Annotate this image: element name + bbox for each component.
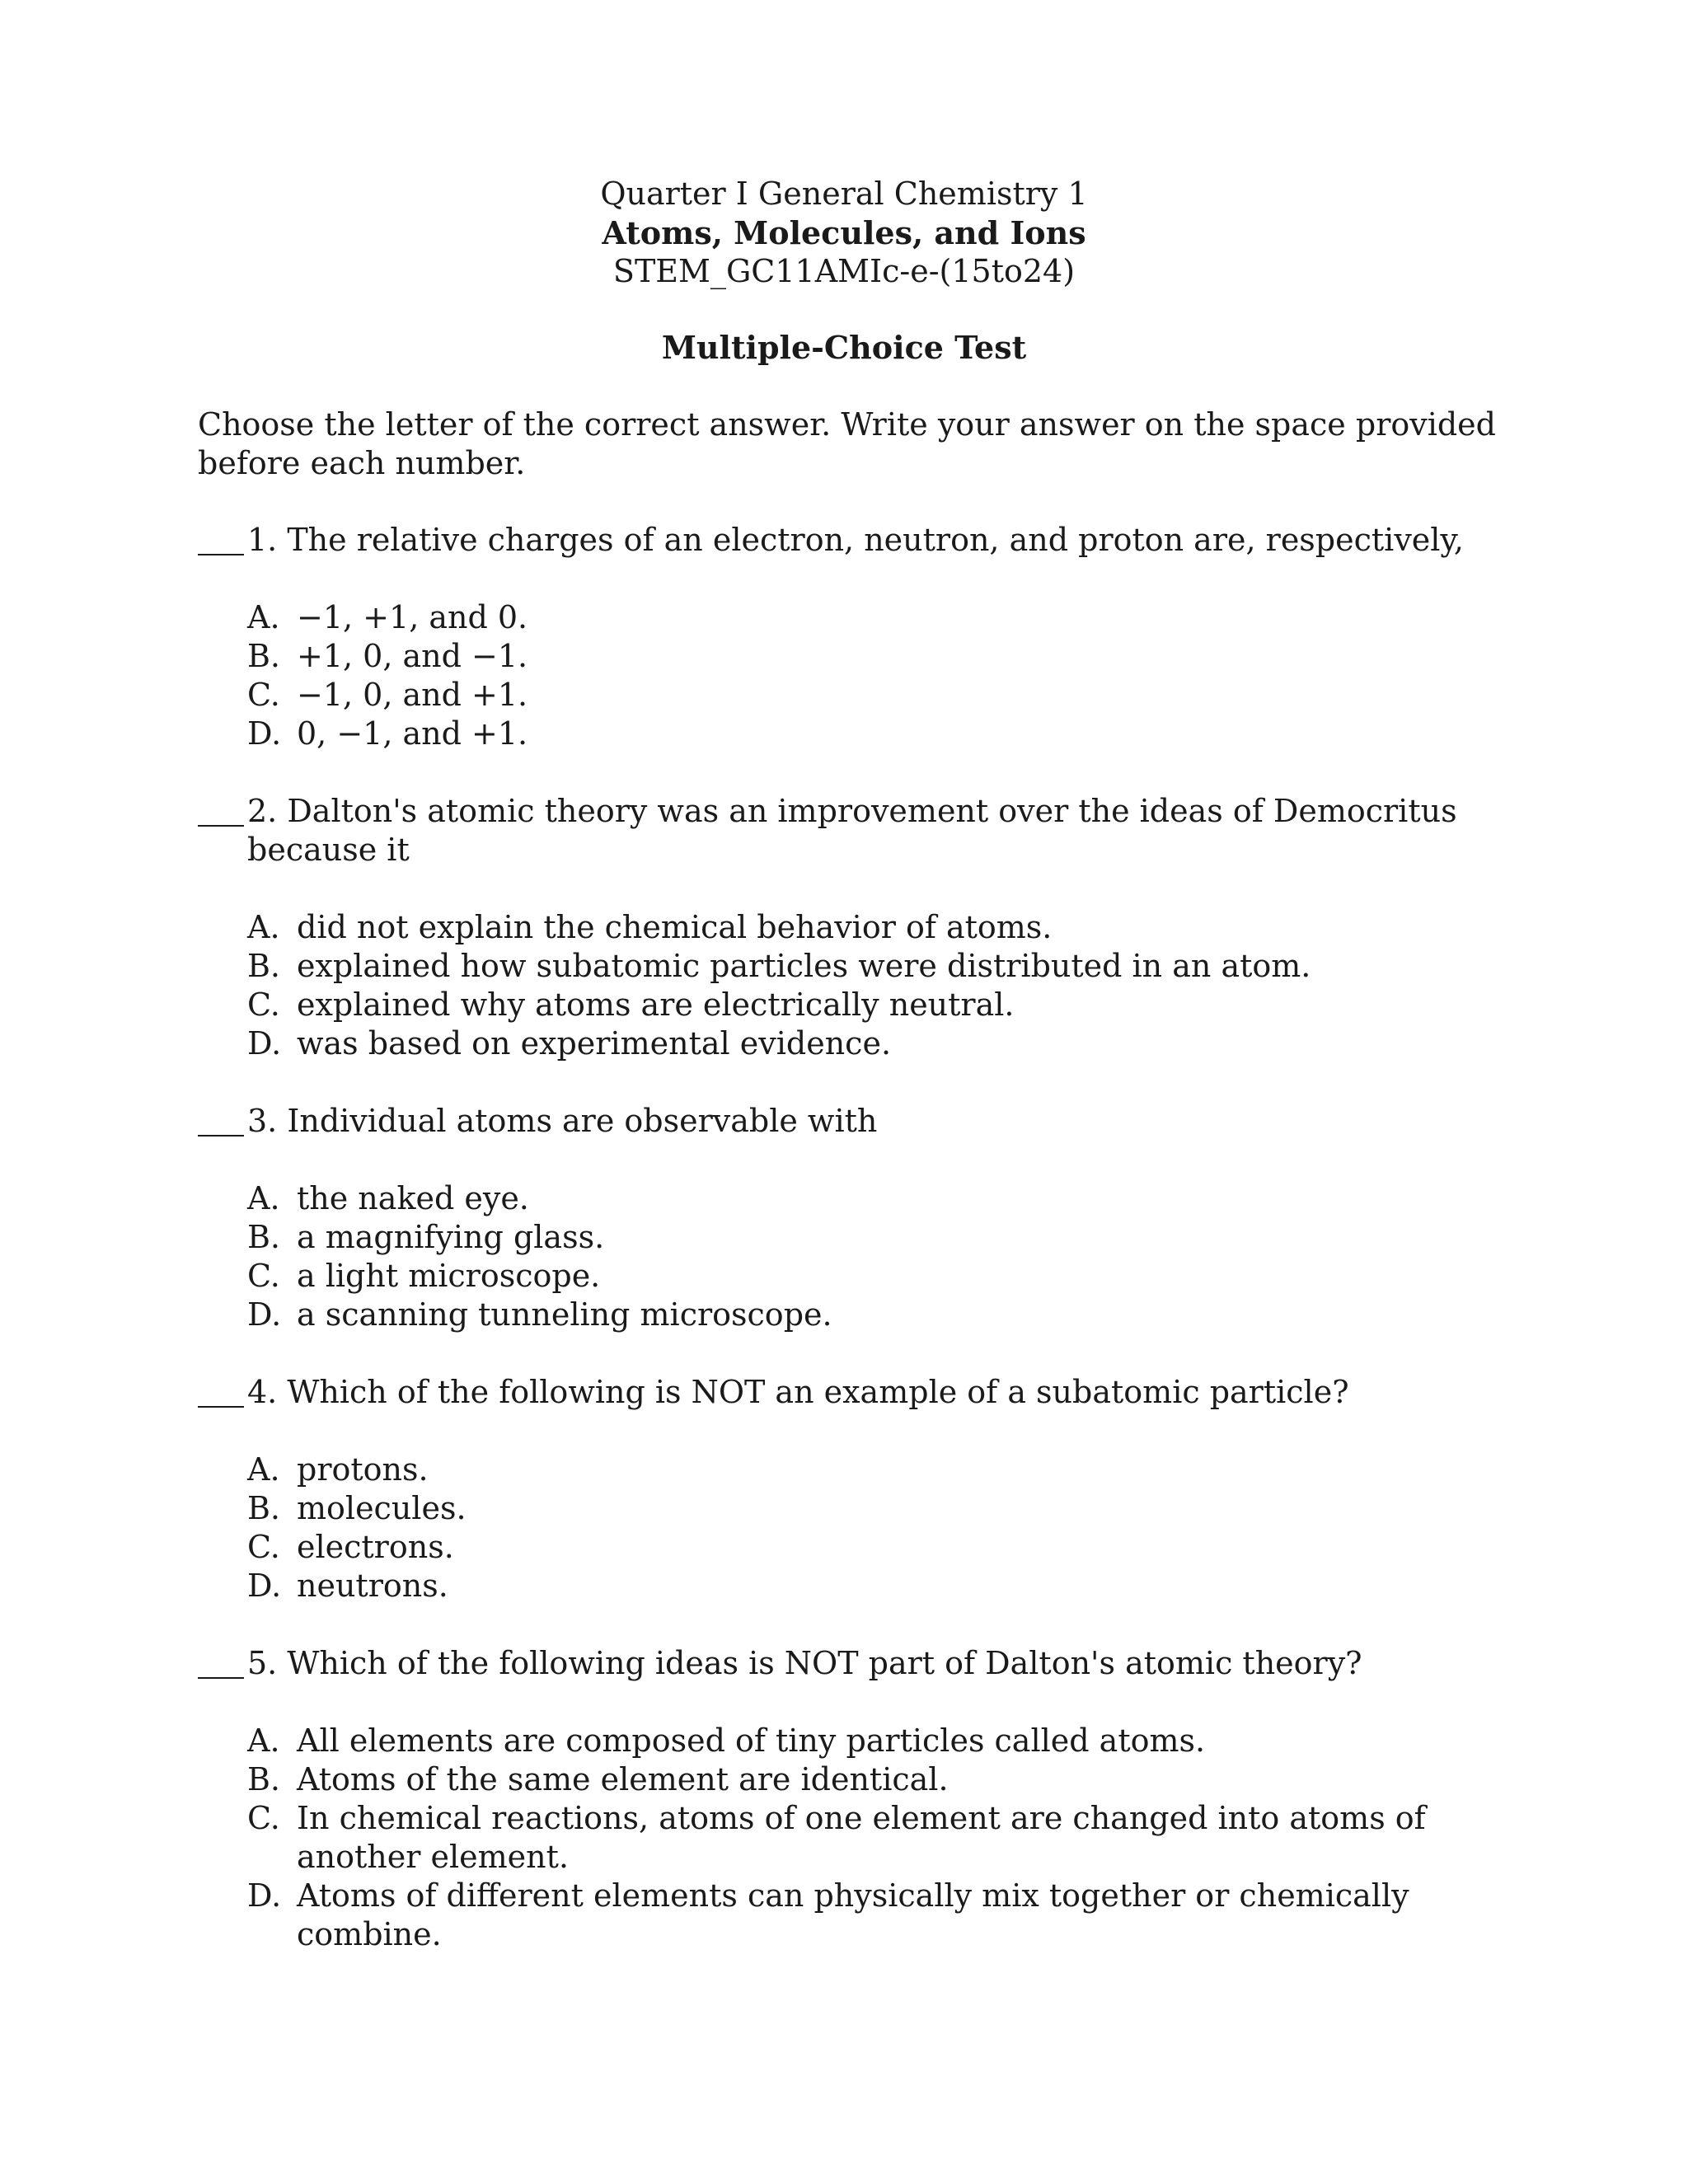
option-letter: A. xyxy=(247,1180,280,1216)
option-text: explained how subatomic particles were distributed in an atom. xyxy=(297,948,1311,984)
option-letter: D. xyxy=(247,1568,282,1604)
option-letter: B. xyxy=(247,638,281,674)
option-letter: A. xyxy=(247,1451,280,1488)
answer-blank[interactable] xyxy=(198,1102,244,1137)
option-letter: C. xyxy=(247,1529,280,1565)
option-b xyxy=(247,1218,1550,1257)
option-text: −1, +1, and 0. xyxy=(297,599,528,635)
option-a xyxy=(247,1451,1550,1489)
option-a xyxy=(247,908,1550,947)
option-letter: A. xyxy=(247,909,280,945)
option-b xyxy=(247,1489,1550,1528)
question-text: 1. The relative charges of an electron, neutron, and proton are, respectively, xyxy=(247,522,1464,558)
option-b xyxy=(247,947,1550,986)
option-d xyxy=(247,1877,1550,1954)
option-text: explained why atoms are electrically neutral. xyxy=(297,987,1015,1023)
option-list xyxy=(247,598,1550,753)
option-text: Atoms of the same element are identical. xyxy=(297,1761,949,1797)
option-list xyxy=(247,908,1550,1063)
answer-blank[interactable] xyxy=(198,1373,244,1408)
option-c xyxy=(247,1528,1550,1567)
option-a xyxy=(247,1722,1550,1760)
option-list xyxy=(247,1451,1550,1605)
option-list xyxy=(247,1179,1550,1334)
option-letter: B. xyxy=(247,1761,281,1797)
option-list xyxy=(247,1722,1550,1954)
question-text: 4. Which of the following is NOT an example of a subatomic particle? xyxy=(247,1374,1349,1410)
option-text: +1, 0, and −1. xyxy=(297,638,528,674)
option-letter: C. xyxy=(247,1258,280,1294)
topic-title: Atoms, Molecules, and Ions xyxy=(602,214,1086,251)
option-text: a light microscope. xyxy=(297,1258,601,1294)
question-text: 3. Individual atoms are observable with xyxy=(247,1103,878,1139)
answer-blank[interactable] xyxy=(198,792,244,827)
option-letter: B. xyxy=(247,1490,281,1526)
question-text: 2. Dalton's atomic theory was an improvement over the ideas of Democritus because it xyxy=(247,793,1457,868)
answer-blank[interactable] xyxy=(198,521,244,555)
option-text: −1, 0, and +1. xyxy=(297,677,528,713)
option-letter: D. xyxy=(247,1877,282,1914)
course-title: Quarter I General Chemistry 1 xyxy=(600,176,1088,212)
option-b xyxy=(247,637,1550,676)
option-letter: A. xyxy=(247,1722,280,1759)
option-text: protons. xyxy=(297,1451,429,1488)
option-letter: B. xyxy=(247,948,281,984)
option-letter: D. xyxy=(247,1025,282,1062)
option-text: neutrons. xyxy=(297,1568,448,1604)
question-text: 5. Which of the following ideas is NOT part of Dalton's atomic theory? xyxy=(247,1645,1362,1681)
answer-blank[interactable] xyxy=(198,1644,244,1679)
test-title: Multiple-Choice Test xyxy=(661,329,1027,366)
option-c xyxy=(247,676,1550,715)
question-stem xyxy=(198,1644,1550,1683)
question-2 xyxy=(198,792,1550,1063)
document-header xyxy=(0,175,1688,291)
option-text: Atoms of different elements can physically mix together or chemically combine. xyxy=(297,1877,1409,1952)
question-3 xyxy=(198,1102,1550,1334)
option-a xyxy=(247,598,1550,637)
competency-code: STEM_GC11AMIc-e-(15to24) xyxy=(612,253,1076,289)
question-1 xyxy=(198,521,1550,753)
question-stem xyxy=(198,1373,1550,1412)
option-d xyxy=(247,1567,1550,1605)
option-c xyxy=(247,986,1550,1024)
option-text: In chemical reactions, atoms of one element are changed into atoms of another element. xyxy=(297,1800,1426,1875)
question-stem xyxy=(198,1102,1550,1141)
option-letter: C. xyxy=(247,1800,280,1836)
option-letter: B. xyxy=(247,1219,281,1255)
option-b xyxy=(247,1760,1550,1799)
question-5 xyxy=(198,1644,1550,1954)
option-d xyxy=(247,715,1550,753)
option-letter: D. xyxy=(247,715,282,752)
question-stem xyxy=(198,792,1550,869)
instructions: Choose the letter of the correct answer. Write your answer on the space provided before each number. xyxy=(198,406,1496,481)
option-text: did not explain the chemical behavior of atoms. xyxy=(297,909,1053,945)
option-d xyxy=(247,1296,1550,1334)
option-a xyxy=(247,1179,1550,1218)
option-text: a magnifying glass. xyxy=(297,1219,605,1255)
option-text: electrons. xyxy=(297,1529,454,1565)
question-4 xyxy=(198,1373,1550,1605)
option-text: molecules. xyxy=(297,1490,467,1526)
option-letter: D. xyxy=(247,1296,282,1333)
option-letter: C. xyxy=(247,987,280,1023)
option-text: the naked eye. xyxy=(297,1180,529,1216)
option-text: was based on experimental evidence. xyxy=(297,1025,892,1062)
option-letter: A. xyxy=(247,599,280,635)
option-text: All elements are composed of tiny particles called atoms. xyxy=(297,1722,1206,1759)
option-d xyxy=(247,1024,1550,1063)
option-c xyxy=(247,1257,1550,1296)
option-text: 0, −1, and +1. xyxy=(297,715,528,752)
question-list xyxy=(198,521,1550,1993)
question-stem xyxy=(198,521,1550,560)
option-c xyxy=(247,1799,1550,1877)
option-letter: C. xyxy=(247,677,280,713)
option-text: a scanning tunneling microscope. xyxy=(297,1296,832,1333)
